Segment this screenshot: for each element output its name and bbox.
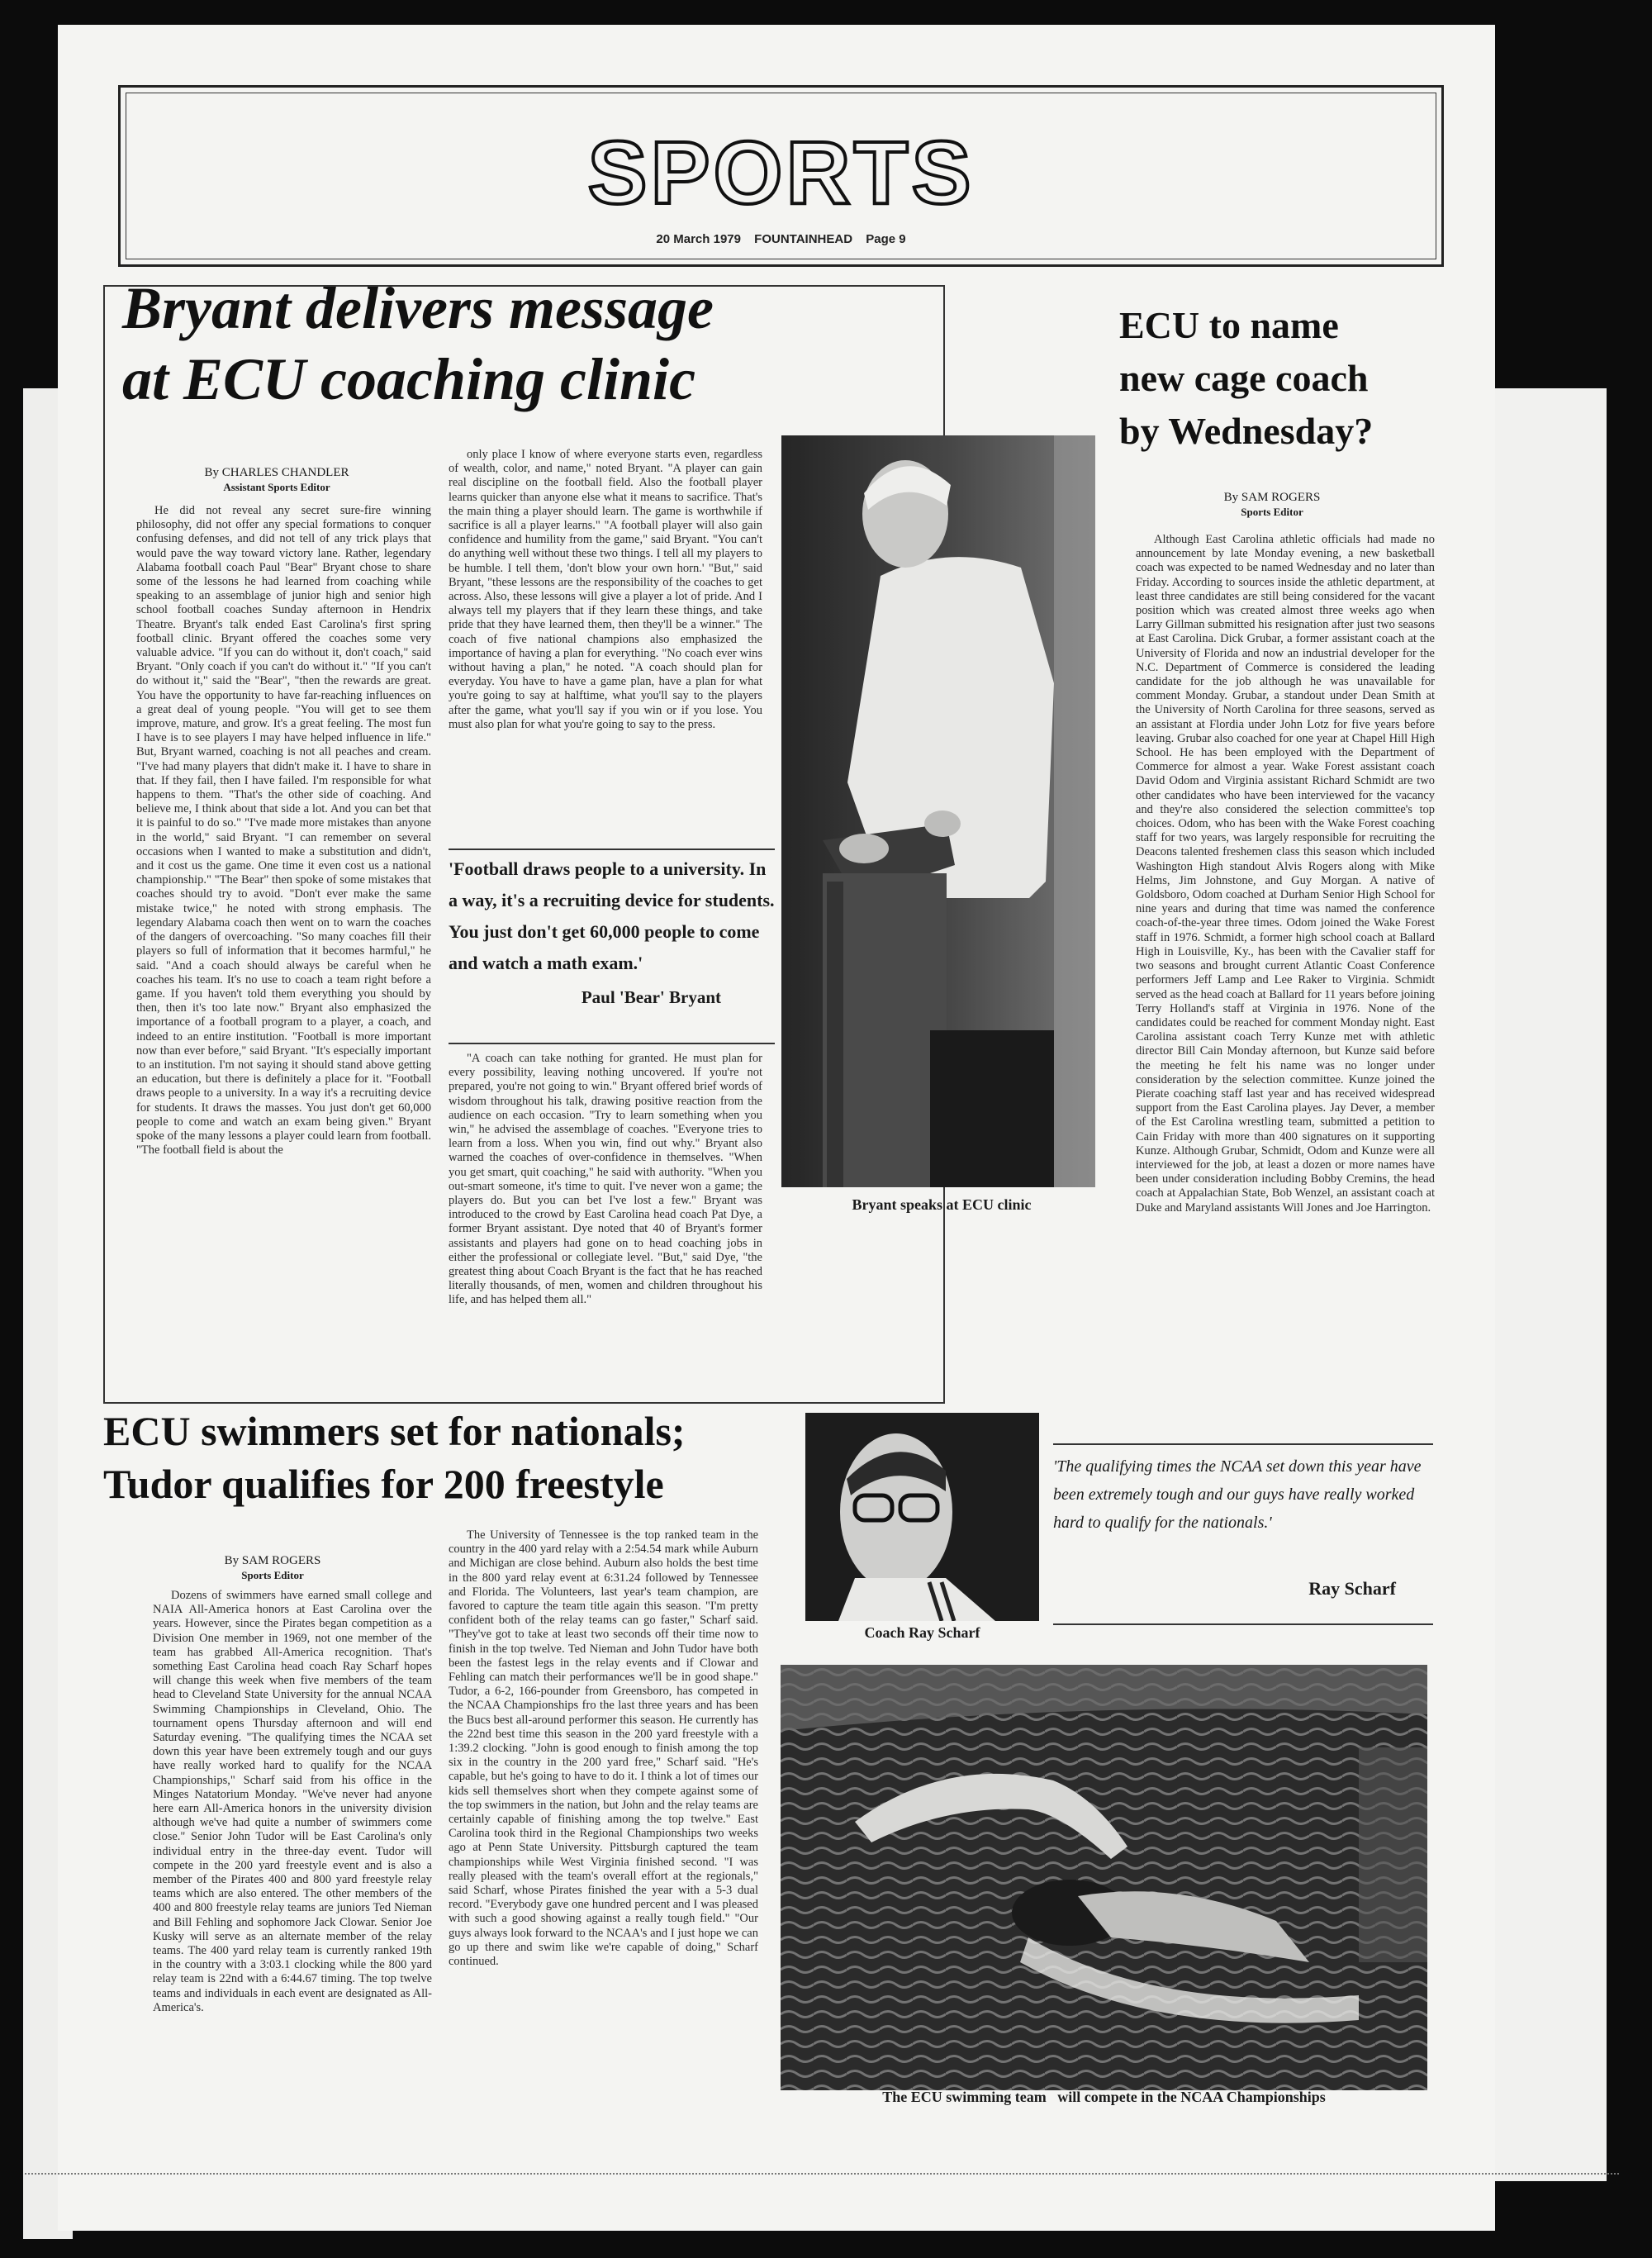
- swim-headline: [103, 1405, 814, 1510]
- page-number: Page 9: [866, 232, 906, 246]
- coach-column-text: Although East Carolina athletic officials had made no announcement by late Monday evening, a new basketball coach was expected to be named Wednesday and no later than Friday. According to sources inside the athletic department, at least three candidates are still being considered for the vacant position which was created almost three weeks ago when Larry Gillman submitted his resignation after just two seasons at East Carolina. Dick Grubar, a former assistant coach at the University of Florida and now an industrial developer for the N.C. Department of Commerce is considered the leading candidate for the job although he was unavailable for comment Monday. Grubar, a standout under Dean Smith at the University of North Carolina for three seasons, served as an assistant at Flordia under John Lotz for five years before leaving. Grubar also coached for one year at Chapel Hill High School. He has been employed with the Department of Commerce for almost a year. Wake Forest assistant coach David Odom and Virginia assistant Richard Schmidt are two other candidates who have been interviewed for the vacancy and they're also considered the selection committee's top choices. Odom, who has been with the Wake Forest coaching staff for two years, was largely responsible for recruiting the Deacons talented freshemen class this season which included Washington High standout Alvis Rogers along with Mike Helms, Jim Johnstone, and Guy Morgan. A native of Goldsboro, Odom coached at Durham Senior High School for nine years and during that time was named the conference coach-of-the-year three times. Odom joined the Wake Forest staff in 1976. Schmidt, a former high school coach at Ballard High in Louisville, Ky., has been with the Cavalier staff for two seasons and brought current Atlantic Coast Conference performers Jeff Lamp and Lee Raker to Virginia. Schmidt served as the head coach at Ballard for 11 years before joining Terry Holland's staff at Virginia in 1976. None of the candidates could be reached for comment Monday night. East Carolina assistant coach Terry Kunze met with athletic director Bill Cain Monday afternoon, but Kunze said before the meeting he felt his name was no longer under consideration by the selection committee. Kunze joined the Pierate coaching staff last year and has received widespread support from the East Carolina playes. Jay Dever, a member of the Est Carolina wrestling team, submitted a petition to Cain Friday with more than 400 signatures on it supporting Kunze. Although Grubar, Schmidt, Odom and Kunze were all interviewed for the job, at least a dozen or more names have been under consideration including Bobby Cremins, the head coach at Appalachian State, Bob Wenzel, an assistant coach at Duke and Maryland assistants Will Jones and Joe Harrington.: [1136, 533, 1435, 1215]
- coach-headline-line1: ECU to name: [1119, 304, 1339, 346]
- masthead-info: [121, 232, 1441, 246]
- bryant-headline-line2: at ECU coaching clinic: [122, 346, 696, 412]
- bryant-pull-quote-attribution: Paul 'Bear' Bryant: [581, 987, 721, 1007]
- coach-byline: [1189, 490, 1355, 520]
- swim-column-1-text: Dozens of swimmers have earned small college and NAIA All-America honors at East Carolina over the years. However, since the Pirates began competition as a Division One member in 1969, not one member of the team has grabbed All-America recognition. That's something East Carolina head coach Ray Scharf hopes will change this week when five members of the team head to Cleveland State University for the annual NCAA Swimming Championships in Cleveland, Ohio. The tournament opens Thursday afternoon and will end Saturday evening. "The qualifying times the NCAA set down this year have been extremely tough and our guys have really worked hard to qualify for the NCAA Championships," Scharf said from his office in the Minges Natatorium Monday. "We've never had anyone here earn All-America honors in the university division although we've had quite a number of swimmers come close." Senior John Tudor will be East Carolina's only individual entry in the three-day event. Tudor will compete in the 200 yard freestyle event and is also a member of the Pirates 400 and 800 yard freestyle relay teams which are also entered. The other members of the 400 and 800 freestyle relay teams are juniors Ted Nieman and Bill Fehling and sophomore Jack Clowar. Senior Joe Kusky will serve as an alternate member of the relay teams. The 400 yard relay team is currently ranked 19th in the country with a 3:03.1 clocking while the 800 yard relay team is 22nd with a 6:44.67 timing. The top twelve teams and individuals in each event are designated as All-America's.: [153, 1589, 432, 2014]
- scharf-quote-bottom-rule: [1053, 1623, 1433, 1625]
- coach-headline-line2: new cage coach: [1119, 357, 1369, 399]
- bryant-headline-line1: Bryant delivers message: [122, 275, 714, 341]
- swim-column-1: [153, 1589, 432, 2109]
- pull-quote-bottom-rule: [449, 1043, 775, 1044]
- coach-scharf-caption: Coach Ray Scharf: [864, 1624, 980, 1641]
- coach-column: [1136, 533, 1435, 1433]
- swim-headline-line2: Tudor qualifies for 200 freestyle: [103, 1461, 664, 1507]
- swimmer-photo-caption: The ECU swimming team will compete in the NCAA Championships: [882, 2089, 1326, 2105]
- coach-headline: [1119, 299, 1450, 458]
- sports-masthead: [118, 85, 1444, 267]
- swim-byline-role: Sports Editor: [241, 1569, 304, 1581]
- swimmer-photo: [781, 1665, 1427, 2090]
- bryant-column-2b: [449, 1052, 762, 1399]
- coach-byline-name: By SAM ROGERS: [1223, 491, 1321, 504]
- coach-scharf-photo: [805, 1413, 1039, 1621]
- publication-name: FOUNTAINHEAD: [754, 232, 853, 246]
- bryant-headline: [122, 273, 948, 415]
- page-bottom-edge: [25, 2173, 1619, 2175]
- scharf-pull-quote-attribution: Ray Scharf: [1308, 1578, 1396, 1599]
- right-column-rule: [1053, 1443, 1433, 1445]
- section-title: SPORTS: [587, 122, 975, 222]
- swim-column-2: [449, 1528, 758, 2115]
- adjacent-page-edge-right: [1483, 388, 1607, 2181]
- swim-column-2-text: The University of Tennessee is the top ranked team in the country in the 400 yard relay with a 2:54.54 mark while Auburn and Michigan are close behind. Auburn also holds the best time in the 800 yard relay event at 6:31.24 followed by Tennessee and Florida. The Volunteers, last year's team champion, are favored to capture the team title again this season. "I'm pretty confident both of the relay teams can go faster," Scharf said. "They've got to take at least two seconds off their time now to finish in the top twelve. Ted Nieman and John Tudor have both been the fastest legs in the relay events and if Clowar and Fehling can match their performances we'll be in good shape." Tudor, a 6-2, 166-pounder from Greensboro, has competed in the NCAA Championships fro the last three years and has been the Bucs best all-around performer this season. He currently has the 22nd best time this season in the 200 yard freestyle with a 1:39.2 clocking. "John is good enough to finish among the top six in the country in the 200 yard free," Scharf said. "He's capable, but he's going to have to do it. I think a lot of times our kids sell themselves short when they compete against some of the top swimmers in the nation, but John and the relay teams are certainly capable of finishing among the top twelve." East Carolina took third in the Regional Championships two weeks ago at Penn State University. Pittsburgh captured the team championships while West Virginia finished second. "I was really pleased with the team's overall effort at the regionals," said Scharf, whose Pirates finished the year with a 5-3 dual record. "Everybody gave one hundred percent and I was pleased with such a good showing against a really tough field." "Our guys always look forward to the NCAA's and I just hope we can go up there and swim like we're capable of doing," Scharf continued.: [449, 1528, 758, 1969]
- bryant-column-1: [136, 504, 431, 1388]
- issue-date: 20 March 1979: [656, 232, 741, 246]
- coach-byline-role: Sports Editor: [1241, 506, 1303, 518]
- bryant-pull-quote: 'Football draws people to a university. In a way, it's a recruiting device for students. You just don't get 60,000 people to come and watch a math exam.': [449, 858, 775, 973]
- bryant-byline-name: By CHARLES CHANDLER: [204, 466, 349, 479]
- bryant-column-2a-text: only place I know of where everyone starts even, regardless of wealth, color, and name," noted Bryant. "A player can gain real discipline on the football field. Also the football player learns quicker than anyone else what it means to sacrifice. That's the main thing a player should learn. The game is worthwhile if sacrifice is all a player learns." "A football player will also gain confidence and humility from the game," said Bryant. "You can't do anything well without these two things. I tell all my players to be humble. I tell them, 'don't blow your own horn.' "But," said Bryant, "these lessons are the responsibility of the coaches to get across. Also, these lessons will give a player a lot of pride. And I always tell my players that if they learn these things, and take pride that they have learned them, then they'll be a winner." The coach of five national champions also emphasized the importance of having a plan for everything. "No coach ever wins without having a plan," he noted. "A coach should plan for everyday. You have to have a game plan, have a plan for what you're going to say at halftime, what you'll say to the players after the game, what you'll say if you win or if you lose. You must also plan for what you're going to say to the press.: [449, 448, 762, 731]
- scharf-pull-quote: 'The qualifying times the NCAA set down this year have been extremely tough and our guys have really worked hard to qualify for the nationals.': [1053, 1457, 1422, 1532]
- bryant-byline-role: Assistant Sports Editor: [223, 481, 330, 493]
- bryant-column-2b-text: "A coach can take nothing for granted. He must plan for every possibility, leaving nothing uncovered. If you're not prepared, you're not going to win." Bryant offered brief words of wisdom throughout his talk, drawing positive reaction from the audience on each occasion. "Try to learn something when you win," he advised the assemblage of coaches. "Everyone tries to learn from a loss. When you win, find out why." Bryant also warned the coaches of over-confidence in themselves. "When you get smart, quit coaching," he said with authority. "When you out-smart someone, it's time to quit. I've never won a game; the players do. But you can bet I've lost a few." Bryant was introduced to the crowd by East Carolina head coach Pat Dye, a former Bryant assistant. Dye noted that 40 of Bryant's former assistants and players had gone on to head coaching jobs in either the professional or collegiate level. "But," said Dye, "the greatest thing about Coach Bryant is the fact that he has reached literally thousands, of men, women and children throughout his life, and has helped them all.": [449, 1052, 762, 1307]
- bryant-column-1-text: He did not reveal any secret sure-fire winning philosophy, did not offer any special formations to conquer confusing defenses, and did not tell of any trick plays that would pave the way toward victory lane. Rather, legendary Alabama football coach Paul "Bear" Bryant chose to share some of the lessons he had learned from coaching while speaking to an assemblage of junior high and senior high school football coaches Sunday afternoon in Hendrix Theatre. Bryant's talk ended East Carolina's first spring football clinic. Bryant offered the coaches some very valuable advice. "If you can do without it, don't coach," said Bryant. "Only coach if you can't do without it." "If you can't do without it," said the "Bear", "then the rewards are great. You have the opportunity to have far-reaching influences on a great deal of young people. "You will get to see them improve, mature, and grow. It's a great feeling. The most fun I have is to see players I may have helped influence in life." But, Bryant warned, coaching is not all peaches and cream. "I've had many players that didn't make it. I have to share in that. If they fail, then I have failed. I'm responsible for what happens to them. "That's the other side of coaching. And believe me, I think about that side a lot. And you can bet that it is painful to do so." "I've made more mistakes than anyone in the world," said Bryant. "I can remember on several occasions when I wanted to make a substitution and didn't, and it cost us the game. One time it even cost us a national championship." "The Bear" then spoke of some mistakes that coaches should try to avoid. "Don't ever make the same mistake twice," he noted with strong emphasis. The legendary Alabama coach then went on to warn the coaches of the dangers of overcoaching. "So many coaches fill their players so full of information that it becomes harmful," he said. "And a coach should always be careful when he coaches his team. It's no use to coach a team right before a game. If you haven't told them everything you should by then, then it's too late now." Bryant also emphasized the importance of a football program to a player, a coach, and indeed to an entire institution. "Football is more important now than ever before," said Bryant. "It's especially important to an institution. I'm not saying it should stand above getting an education, but there is definitely a place for it. "Football draws people to a university. In a way it's a recruiting device for students. It draws the masses. You just don't get 60,000 people to come and watch an exam being given." Bryant spoke of the many lessons a player could learn from football. "The football field is about the: [136, 504, 431, 1158]
- swim-byline-name: By SAM ROGERS: [224, 1554, 321, 1567]
- swim-headline-line1: ECU swimmers set for nationals;: [103, 1408, 686, 1454]
- swim-byline: [190, 1553, 355, 1583]
- bryant-column-2a: [449, 448, 762, 843]
- bryant-byline: [173, 465, 380, 495]
- bryant-photo-caption: Bryant speaks at ECU clinic: [852, 1196, 1032, 1213]
- coach-headline-line3: by Wednesday?: [1119, 410, 1374, 452]
- pull-quote-top-rule: [449, 849, 775, 850]
- bryant-speaking-photo: [781, 435, 1095, 1187]
